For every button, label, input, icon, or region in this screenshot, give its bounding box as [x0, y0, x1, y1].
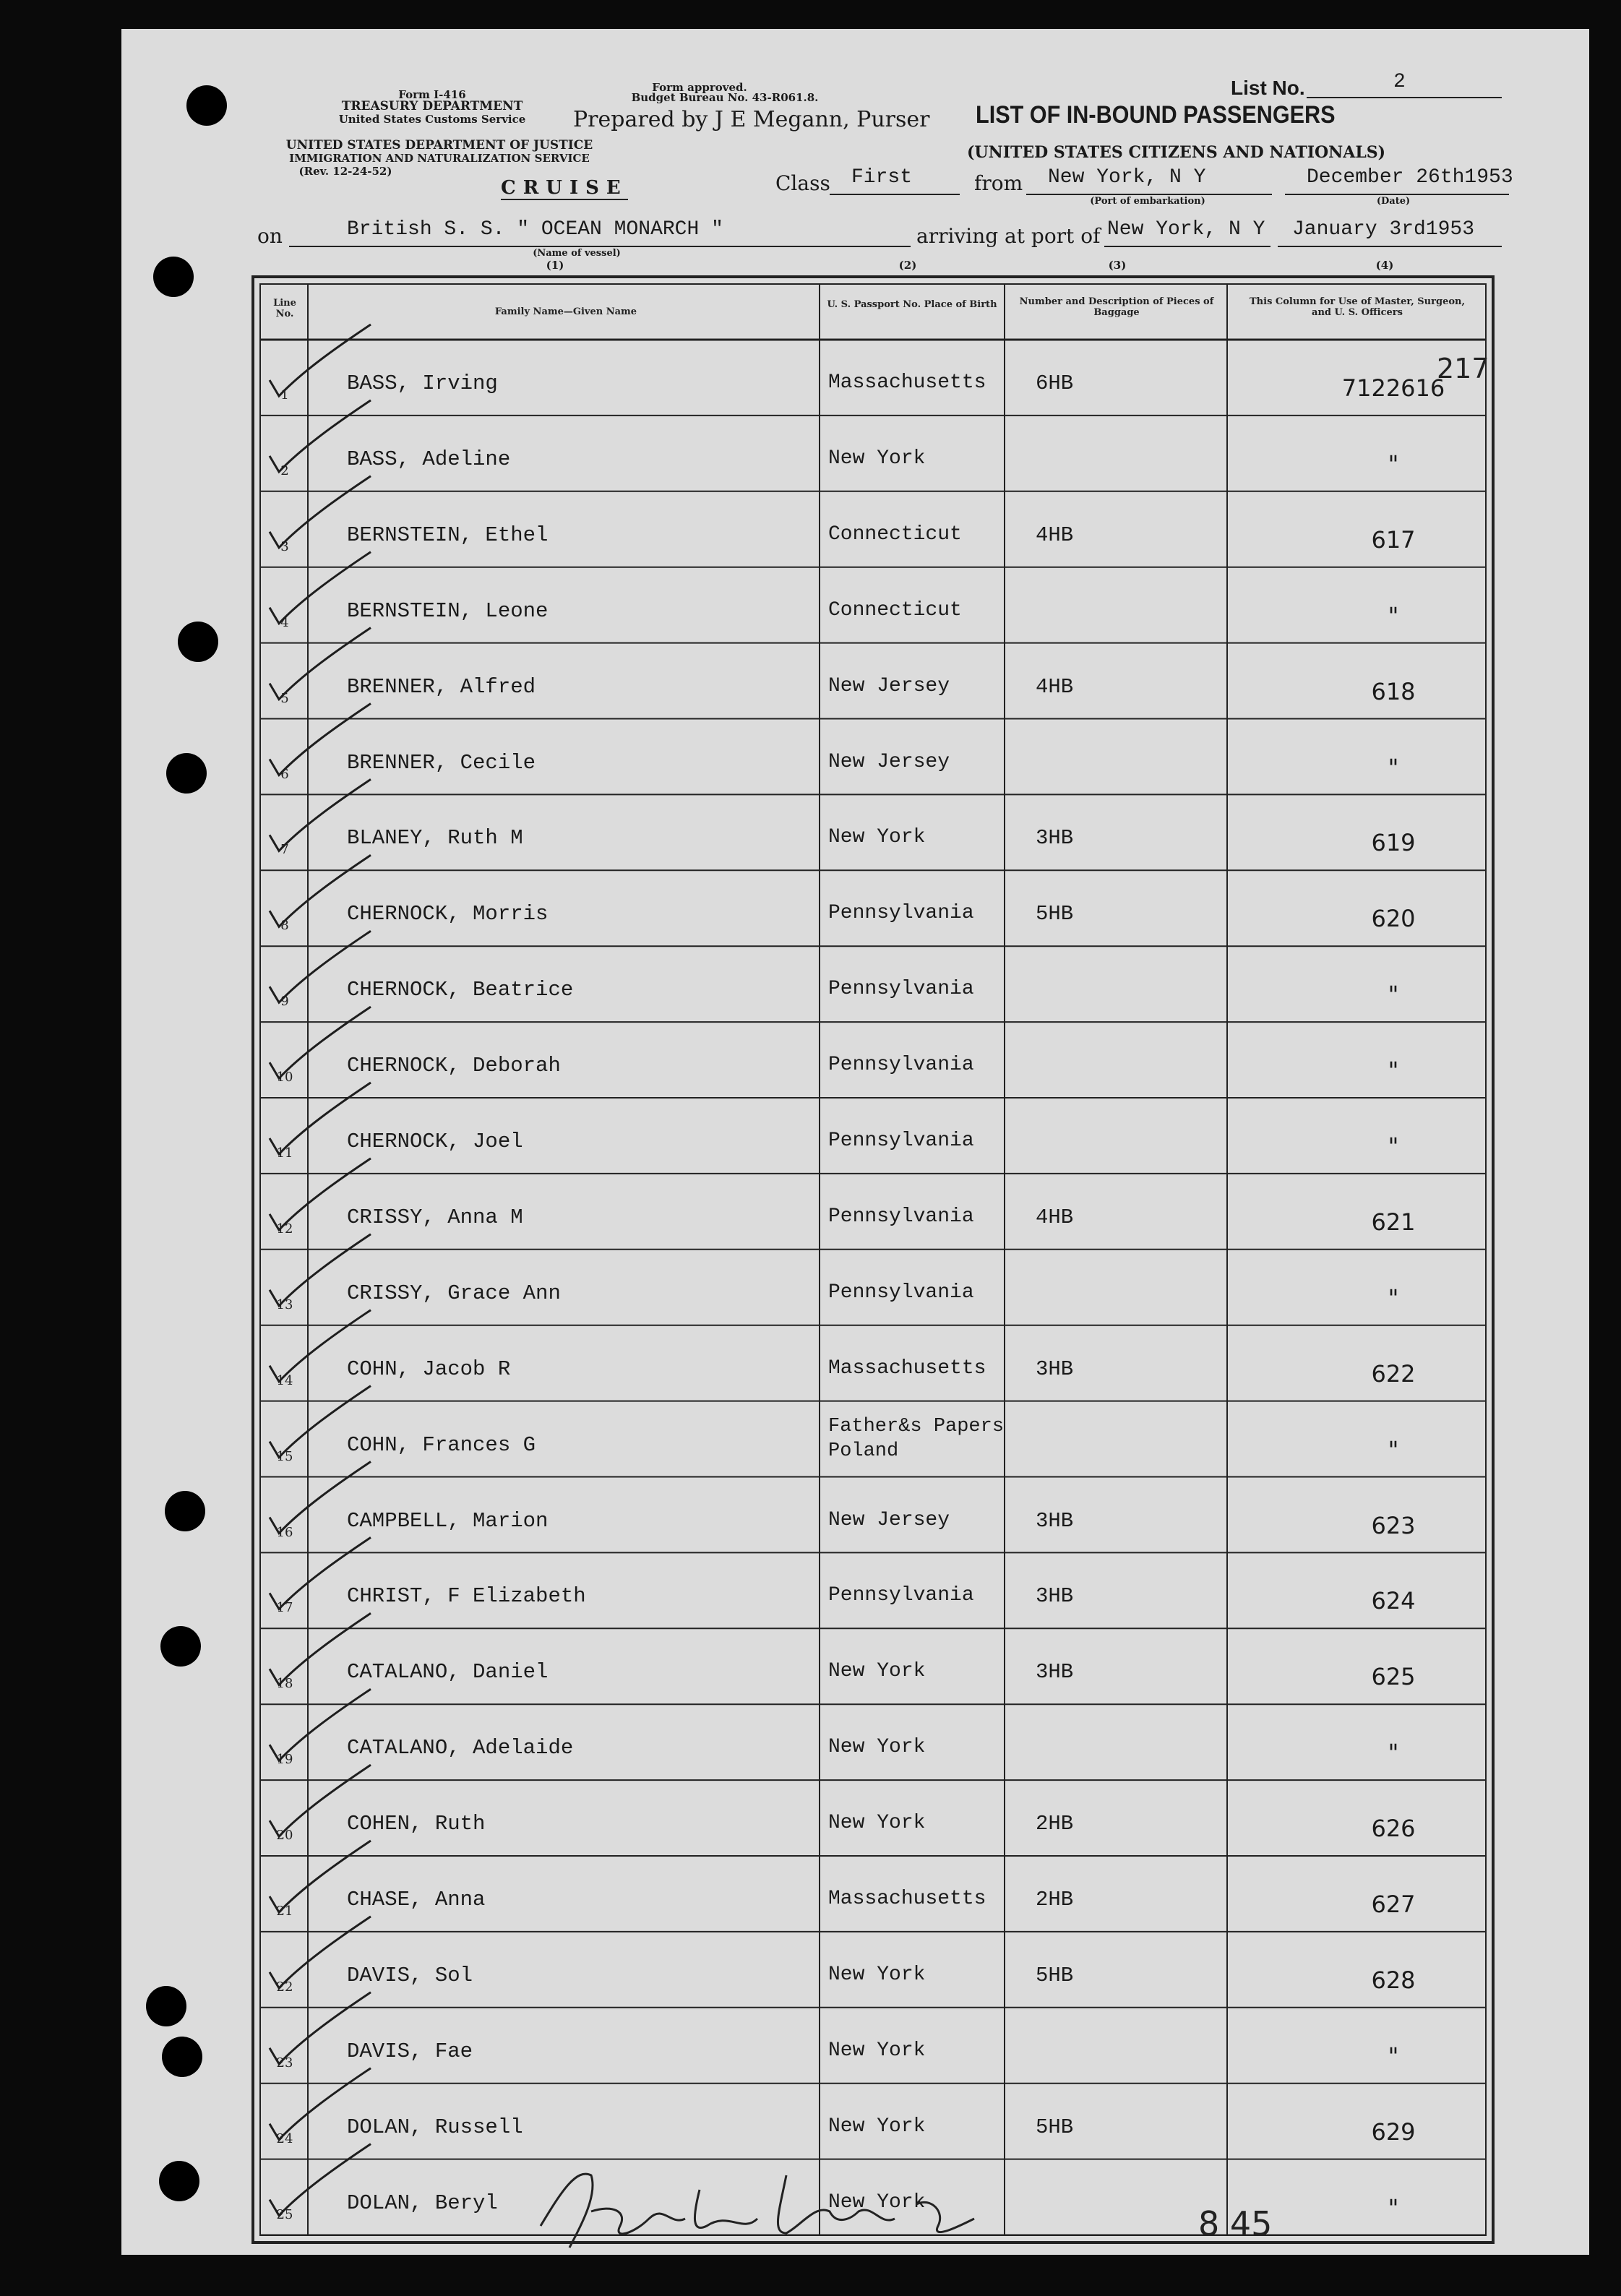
baggage: 4HB [1036, 674, 1074, 699]
baggage: 3HB [1036, 1584, 1074, 1609]
line-number: 11 [276, 1145, 293, 1161]
passenger-name: CHERNOCK, Deborah [347, 1054, 561, 1078]
passenger-name: CHERNOCK, Joel [347, 1130, 523, 1153]
table-row [121, 719, 1589, 795]
header-family-name: Family Name—Given Name [494, 306, 637, 317]
handwritten-signature [512, 2146, 1162, 2262]
baggage: 2HB [1036, 1888, 1074, 1912]
baggage: 3HB [1036, 826, 1074, 851]
handwritten-number: 217 [1437, 353, 1489, 384]
place-of-birth: New York [828, 2115, 926, 2138]
line-number: 14 [276, 1372, 293, 1388]
baggage: 3HB [1036, 1356, 1074, 1381]
class-label: Class [775, 171, 830, 195]
table-row [121, 870, 1589, 946]
header-line-no: Line No. [273, 298, 296, 319]
line-number: 22 [276, 1979, 293, 1995]
place-of-birth: Connecticut [828, 523, 962, 546]
passenger-name: COHN, Frances G [347, 1432, 536, 1457]
place-of-birth: Pennsylvania [828, 1130, 974, 1152]
port-embarkation-caption: (Port of embarkation) [1090, 196, 1205, 207]
passenger-name: CRISSY, Anna M [347, 1205, 523, 1229]
line-number: 4 [280, 614, 289, 630]
passenger-name: COHEN, Ruth [347, 1812, 486, 1836]
passenger-name: CATALANO, Adelaide [347, 1736, 574, 1760]
place-of-birth: New Jersey [828, 674, 950, 697]
place-of-birth: Pennsylvania [828, 1281, 974, 1304]
table-row [121, 1628, 1589, 1704]
official-number: 628 [1371, 1966, 1416, 1994]
official-number: " [1388, 1284, 1399, 1312]
passenger-name: BLANEY, Ruth M [347, 826, 523, 851]
form-number: Form I-416 [398, 88, 466, 101]
line-number: 15 [276, 1448, 293, 1464]
place-of-birth-line2: Poland [828, 1440, 899, 1462]
list-no: 2 [1393, 71, 1406, 93]
on-label: on [257, 224, 283, 248]
place-of-birth: New York [828, 826, 926, 849]
place-of-birth: Pennsylvania [828, 1054, 974, 1077]
line-number: 5 [280, 690, 289, 706]
baggage: 5HB [1036, 1963, 1074, 1987]
date-caption: (Date) [1376, 196, 1411, 207]
arrival-date: January 3rd1953 [1292, 218, 1475, 241]
header-officers: This Column for Use of Master, Surgeon, and U. S. Officers [1250, 296, 1465, 318]
passenger-name: BRENNER, Alfred [347, 674, 536, 699]
passenger-name: BRENNER, Cecile [347, 750, 536, 775]
passenger-name: COHN, Jacob R [347, 1356, 511, 1381]
table-row [121, 567, 1589, 643]
baggage: 2HB [1036, 1812, 1074, 1836]
table-row [121, 1477, 1589, 1553]
line-number: 10 [276, 1070, 293, 1085]
official-number: " [1388, 1435, 1399, 1463]
place-of-birth: Massachusetts [828, 1356, 986, 1380]
official-number: " [1388, 1739, 1399, 1767]
passenger-name: BASS, Adeline [347, 447, 511, 471]
table-row [121, 1174, 1589, 1250]
baggage: 5HB [1036, 902, 1074, 926]
header-passport-birth: U. S. Passport No. Place of Birth [827, 299, 997, 310]
passenger-name: CHRIST, F Elizabeth [347, 1584, 586, 1609]
official-number: " [1388, 450, 1399, 478]
place-of-birth: Father&s Papers [828, 1415, 1005, 1437]
passenger-name: BERNSTEIN, Leone [347, 598, 549, 623]
official-number: 624 [1371, 1587, 1416, 1615]
place-of-birth: Pennsylvania [828, 978, 974, 1001]
table-row [121, 946, 1589, 1022]
line-number: 2 [280, 463, 289, 478]
place-of-birth: New York [828, 447, 926, 470]
line-number: 17 [276, 1600, 293, 1616]
cruise-label: CRUISE [501, 177, 628, 199]
line-number: 7 [280, 842, 289, 858]
manifest-page [121, 29, 1589, 2255]
line-number: 8 [280, 918, 289, 934]
immigration-service: IMMIGRATION AND NATURALIZATION SERVICE [289, 152, 590, 165]
baggage: 3HB [1036, 1508, 1074, 1533]
table-row [121, 1250, 1589, 1325]
line-number: 18 [276, 1676, 293, 1692]
official-number: 622 [1371, 1359, 1416, 1388]
passenger-name: DAVIS, Sol [347, 1963, 473, 1987]
date-value: December 26th1953 [1307, 166, 1513, 189]
place-of-birth: New York [828, 1963, 926, 1986]
table-row [121, 643, 1589, 719]
place-of-birth: Pennsylvania [828, 1205, 974, 1228]
place-of-birth: New Jersey [828, 750, 950, 773]
table-row [121, 1325, 1589, 1401]
port-embarkation: New York, N Y [1048, 166, 1206, 189]
header-baggage: Number and Description of Pieces of Baggage [1019, 296, 1214, 318]
line-number: 19 [276, 1752, 293, 1768]
table-row [121, 491, 1589, 567]
baggage: 4HB [1036, 523, 1074, 547]
passenger-name: CHERNOCK, Morris [347, 902, 549, 926]
baggage: 4HB [1036, 1205, 1074, 1229]
arriving-label: arriving at port of [916, 224, 1101, 248]
passenger-name: BASS, Irving [347, 371, 498, 395]
from-label: from [974, 171, 1023, 195]
passenger-name: CATALANO, Daniel [347, 1660, 549, 1685]
place-of-birth: Pennsylvania [828, 1584, 974, 1607]
handwritten-note: 8 45 [1198, 2204, 1273, 2243]
official-number: 623 [1371, 1511, 1416, 1539]
table-row [121, 1098, 1589, 1174]
official-number: 7122616 [1341, 374, 1445, 402]
table-row [121, 1704, 1589, 1780]
official-number: " [1388, 2042, 1399, 2070]
budget-bureau: Budget Bureau No. 43-R061.8. [631, 91, 819, 104]
table-row [121, 340, 1589, 416]
line-number: 9 [280, 994, 289, 1010]
table-row [121, 794, 1589, 870]
passenger-name: DOLAN, Russell [347, 2115, 523, 2139]
table-row [121, 416, 1589, 491]
place-of-birth: Pennsylvania [828, 902, 974, 925]
department-of-justice: UNITED STATES DEPARTMENT OF JUSTICE [285, 138, 593, 152]
line-number: 23 [276, 2055, 293, 2071]
table-row [121, 1932, 1589, 2008]
line-number: 13 [276, 1297, 293, 1312]
line-number: 25 [276, 2206, 293, 2222]
line-number: 20 [276, 1828, 293, 1844]
official-number: 617 [1371, 525, 1416, 554]
prepared-by: Prepared by J E Megann, Purser [573, 107, 930, 132]
line-number: 24 [276, 2131, 293, 2146]
official-number: " [1388, 601, 1399, 629]
place-of-birth: New Jersey [828, 1508, 950, 1531]
table-row [121, 1856, 1589, 1932]
place-of-birth: New York [828, 1812, 926, 1835]
place-of-birth: New York [828, 2190, 926, 2214]
passenger-name: BERNSTEIN, Ethel [347, 523, 549, 547]
official-number: 618 [1371, 677, 1416, 705]
official-number: 621 [1371, 1208, 1416, 1236]
form-approved: Form approved. [652, 81, 747, 94]
line-number: 12 [276, 1221, 293, 1237]
place-of-birth: Connecticut [828, 598, 962, 622]
column-number-2: (2) [898, 259, 917, 272]
arrival-port: New York, N Y [1107, 218, 1265, 241]
passenger-name: CRISSY, Grace Ann [347, 1281, 561, 1305]
column-number-3: (3) [1108, 259, 1127, 272]
list-no-label: List No. [1231, 77, 1305, 99]
line-number: 16 [276, 1524, 293, 1540]
place-of-birth: New York [828, 1660, 926, 1683]
line-number: 3 [280, 538, 289, 554]
official-number: 620 [1371, 905, 1416, 933]
baggage: 6HB [1036, 371, 1074, 395]
official-number: " [1388, 1132, 1399, 1160]
list-title: LIST OF IN-BOUND PASSENGERS [976, 101, 1336, 129]
passenger-name: CHASE, Anna [347, 1888, 486, 1912]
table-row [121, 1552, 1589, 1628]
place-of-birth: New York [828, 2039, 926, 2062]
passenger-name: DOLAN, Beryl [347, 2190, 498, 2215]
official-number: " [1388, 1057, 1399, 1085]
customs-service: United States Customs Service [338, 113, 526, 126]
vessel-caption: (Name of vessel) [533, 248, 621, 259]
official-number: " [1388, 981, 1399, 1009]
passenger-name: CAMPBELL, Marion [347, 1508, 549, 1533]
place-of-birth: New York [828, 1736, 926, 1759]
passenger-name: CHERNOCK, Beatrice [347, 978, 574, 1002]
class-value: First [851, 166, 913, 189]
line-number: 1 [280, 387, 289, 403]
list-subtitle: (UNITED STATES CITIZENS AND NATIONALS) [967, 143, 1386, 162]
line-number: 21 [276, 1904, 293, 1919]
official-number: " [1388, 753, 1399, 781]
official-number: 619 [1371, 829, 1416, 857]
place-of-birth: Massachusetts [828, 371, 986, 394]
column-number-4: (4) [1375, 259, 1394, 272]
official-number: 625 [1371, 1663, 1416, 1691]
treasury-department: TREASURY DEPARTMENT [341, 99, 523, 113]
vessel-name: British S. S. " OCEAN MONARCH " [347, 218, 723, 241]
table-row [121, 1401, 1589, 1477]
line-number: 6 [280, 766, 289, 782]
official-number: 627 [1371, 1891, 1416, 1918]
baggage: 3HB [1036, 1660, 1074, 1685]
baggage: 5HB [1036, 2115, 1074, 2139]
official-number: " [1388, 2193, 1399, 2222]
table-row [121, 1780, 1589, 1856]
passenger-name: DAVIS, Fae [347, 2039, 473, 2063]
table-row [121, 1022, 1589, 1098]
column-number-1: (1) [546, 259, 564, 272]
revision-date: (Rev. 12-24-52) [298, 165, 392, 178]
place-of-birth: Massachusetts [828, 1888, 986, 1910]
official-number: 629 [1371, 2117, 1416, 2146]
table-row [121, 2008, 1589, 2084]
official-number: 626 [1371, 1815, 1416, 1843]
